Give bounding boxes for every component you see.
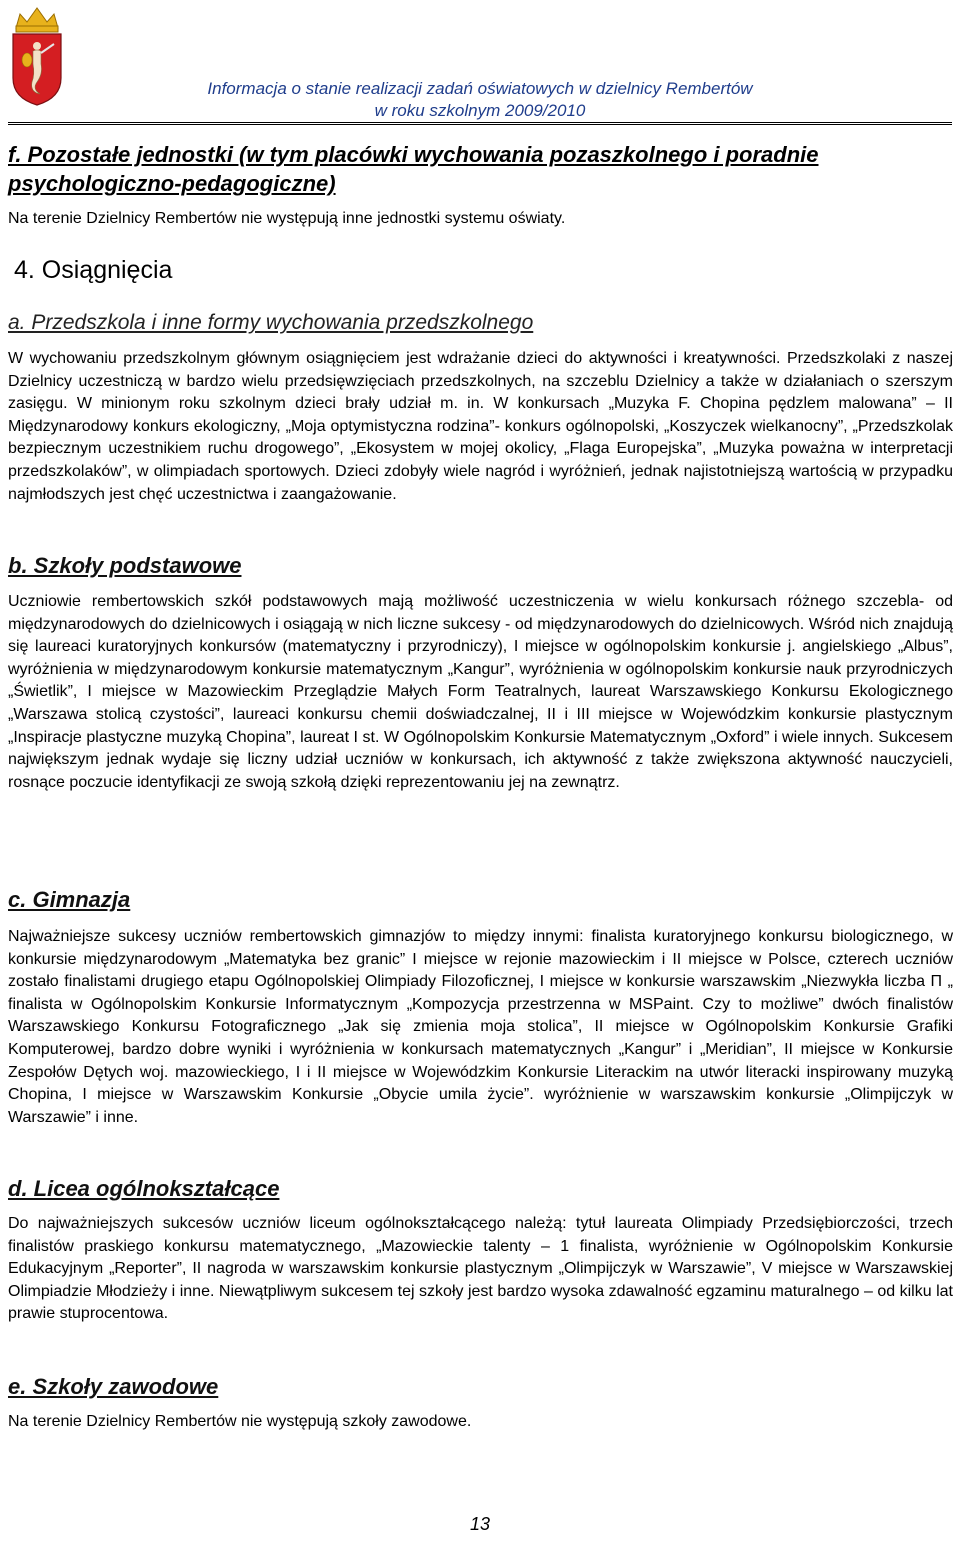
section-a-heading: a. Przedszkola i inne formy wychowania przedszkolnego — [8, 311, 534, 334]
section-c-paragraph: Najważniejsze sukcesy uczniów rembertowskich gimnazjów to między innymi: finalista kuratoryjnego konkursu biologicznego, w konkursie międzynarodowym „Matematyka bez granic” I miejsce w rejonie mazowieckim i II miejsce w Polsce, czterech uczniów zostało finalistami drugiego etapu Ogólnopolskiej Olimpiady Filozoficznej, I miejsce w konkursie warszawskim „Niezwykła liczba Π „ finalista w Ogólnopolskim Konkursie Informatycznym „Kompozycja przestrzenna w MSPaint. Czy to możliwe” dwóch finalistów Warszawskiego Konkursu Fotograficznego „Jak się zmienia moja stolica”, II miejsce w Ogólnopolskim Konkursie Grafiki Komputerowej, bardzo dobre wyniki i wyróżnienia w konkursach matematycznych „Kangur” i „Meridian”, II miejsce w Konkursie Zespołów Dętych woj. mazowieckiego, I i II miejsce w Wojewódzkim Konkursie Literackim na utwór literacki inspirowany muzyką Chopina, I miejsce w Warszawskim Konkursie „Obycie umila życie”. wyróżnienie w warszawskim konkursie „Olimpijczyk w Warszawie” i inne. — [8, 928, 953, 1126]
section-d-paragraph: Do najważniejszych sukcesów uczniów liceum ogólnokształcącego należą: tytuł laureata Olimpiady Przedsiębiorczości, trzech finalistów praskiego konkursu matematycznego, „Mazowieckie talenty – 1 finalista, wyróżnienie w Ogólnopolskim Konkursie Edukacyjnym „Reporter”, II nagroda w warszawskim konkursie plastycznym „Olimpijczyk w Warszawie”, V miejsce w Warszawskiej Olimpiadzie Młodzieży i inne. Niewątpliwym sukcesem tej szkoły jest bardzo wysoka zdawalność egzaminu maturalnego – od kilku lat prawie stuprocentowa. — [8, 1215, 953, 1323]
section-b-heading: b. Szkoły podstawowe — [8, 553, 242, 578]
header-title-line-2: w roku szkolnym 2009/2010 — [374, 101, 586, 120]
page-number: 13 — [469, 1514, 491, 1534]
section-f-paragraph: Na terenie Dzielnicy Rembertów nie występują inne jednostki systemu oświaty. — [8, 210, 566, 227]
section-c-heading: c. Gimnazja — [8, 887, 131, 912]
section-e-paragraph: Na terenie Dzielnicy Rembertów nie występują szkoły zawodowe. — [8, 1413, 472, 1430]
header-title-line-1: Informacja o stanie realizacji zadań oświatowych w dzielnicy Rembertów — [207, 79, 753, 98]
section-d-heading: d. Licea ogólnokształcące — [8, 1176, 280, 1201]
warsaw-crest-logo — [10, 4, 64, 106]
section-e-heading: e. Szkoły zawodowe — [8, 1374, 219, 1399]
section-a-paragraph: W wychowaniu przedszkolnym głównym osiągnięciem jest wdrażanie dzieci do aktywności i kreatywności. Przedszkolaki z naszej Dzielnicy uczestniczą w bardzo wielu przedsięwzięciach przedszkolnych, na szczeblu Dzielnicy a także w działaniach o szerszym zasięgu. W minionym roku szkolnym dzieci brały udział m. in. W konkursach „Muzyka F. Chopina pędzlem malowana” – II Międzynarodowy konkurs ekologiczny, „Moja optymistyczna rodzina”- konkurs ogólnopolski, „Koszyczek wielkanocny”, „Przedszkolak bezpiecznym uczestnikiem ruchu drogowego”, „Ekosystem w mojej okolicy, „Flaga Europejska”, „Muzyka poważna w interpretacji przedszkolaków”, w olimpiadach sportowych. Dzieci zdobyły wiele nagród i wyróżnień, jednak najistotniejszą wartością w przypadku najmłodszych jest chęć uczestnictwa i zaangażowanie. — [8, 350, 953, 503]
document-header-title — [110, 78, 850, 122]
section-b-paragraph: Uczniowie rembertowskich szkół podstawowych mają możliwość uczestniczenia w wielu konkursach różnego szczebla- od międzynarodowych do dzielnicowych i osiągają w nich liczne sukcesy - od międzynarodowych do dzielnicowych. Wśród nich znajdują się laureaci kuratoryjnych konkursów (matematyczny i przyrodniczy), I miejsce w ogólnopolskim konkursie j. angielskiego „Albus”, wyróżnienia w międzynarodowym konkursie matematycznym „Kangur”, wyróżnienia w ogólnopolskim konkursie nauk przyrodniczych „Świetlik”, I miejsce w Mazowieckim Przeglądzie Małych Form Teatralnych, laureat Warszawskiego Konkursu Ekologicznego „Warszawa stolicą czystości”, laureaci konkursu chemii doświadczalnej, II i III miejsce w Wojewódzkim konkursie plastycznym „Inspiracje plastyczne muzyką Chopina”, laureat I st. W Ogólnopolskim Konkursie Matematycznym „Oxford” i wiele innych. Sukcesem największym jednak wydaje się liczny udział uczniów w konkursach, ich aktywność z także zwiększona aktywność nauczycieli, rosnące poczucie identyfikacji ze swoją szkołą dzięki reprezentowaniu jej na zewnątrz. — [8, 593, 953, 791]
header-divider — [8, 122, 952, 125]
page-header — [0, 0, 960, 126]
section-4-heading: 4. Osiągnięcia — [14, 256, 173, 284]
section-f-heading: f. Pozostałe jednostki (w tym placówki wychowania pozaszkolnego i poradnie psychologiczno-pedagogiczne) — [8, 142, 819, 196]
